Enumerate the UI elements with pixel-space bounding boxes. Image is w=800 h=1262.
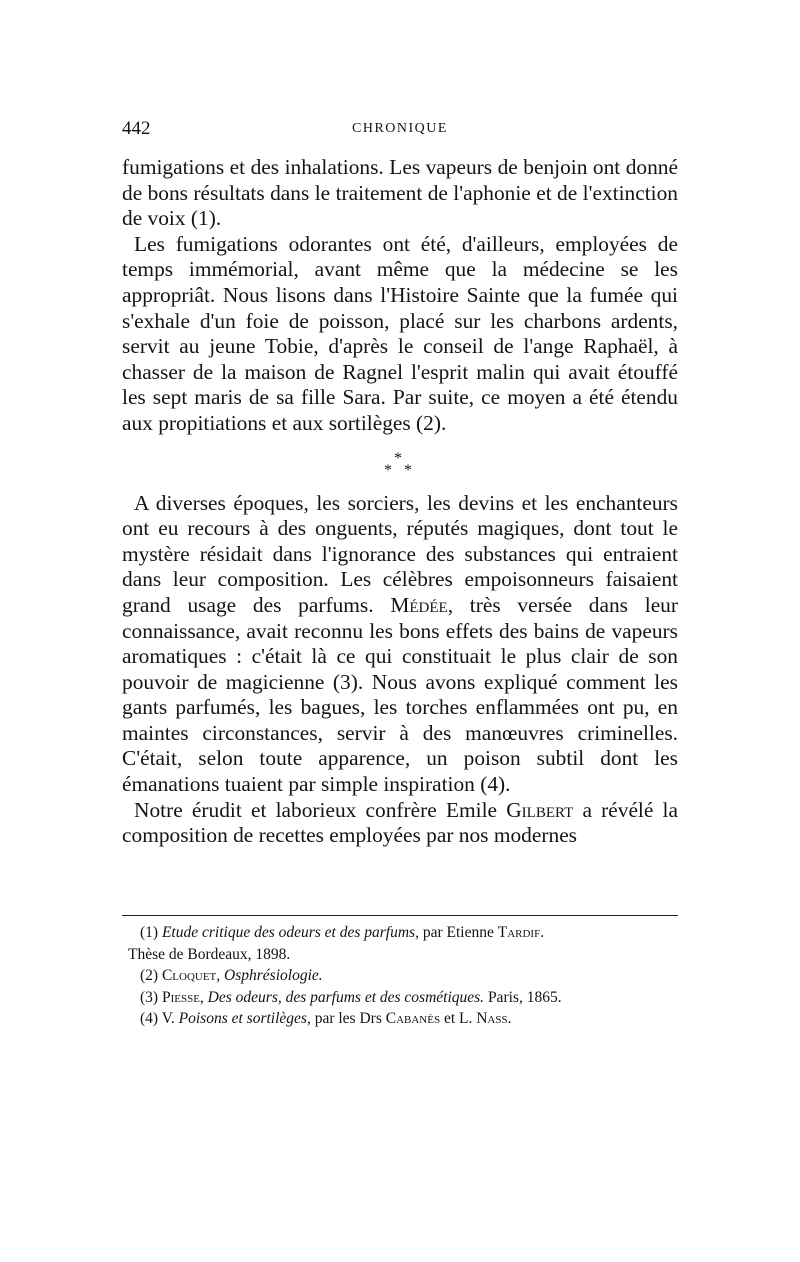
- paragraph-4-part-a: Notre érudit et laborieux confrère Emile: [134, 797, 498, 822]
- footnote-2: [140, 965, 680, 987]
- asterism-divider: [122, 441, 678, 483]
- footnote-4-title: Poisons et sortilèges,: [178, 1010, 311, 1027]
- paragraph-3-part-b: , très versée dans leur connaissance, avait reconnu les bons effets des bains de vapeurs aromatiques : c'était là ce qui constituait le plus clair de son pouvoir de magicienne (3). Nous avons expliqué comment les gants parfumés, les bagues, les torches enflammées ont pu, en maintes circonstances, servir à des manœuvres criminelles. C'était, selon toute apparence, un poison subtil dont les émanations tuaient par simple inspiration (4).: [122, 592, 679, 797]
- footnote-3-place: Paris, 1865.: [487, 988, 562, 1006]
- asterism-star-right: *: [404, 461, 412, 479]
- footnote-4-author-2: L. Nass.: [459, 1010, 512, 1027]
- paragraph-3-part-a: A diverses époques, les sorciers, les devins et les enchanteurs ont eu recours à des onguents, réputés magiques, dont tout le mystère résidait dans l'ignorance des substances qui entraient dans leur composition. Les célèbres empoisonneurs faisaient grand usage des parfums.: [122, 490, 678, 617]
- asterism-star-left: *: [384, 461, 392, 479]
- footnote-2-title: Osphrésiologie.: [224, 967, 323, 984]
- footnote-4-author-1: Cabanès: [385, 1010, 441, 1027]
- name-gilbert: Gilbert: [506, 797, 574, 822]
- footnote-1: [140, 922, 680, 944]
- paragraph-1: fumigations et des inhalations. Les vapeurs de benjoin ont donné de bons résultats dans le traitement de l'aphonie et de l'extinction de voix (1).: [122, 155, 678, 231]
- footnote-2-number: (2): [140, 967, 159, 984]
- footnotes: [128, 922, 680, 1030]
- paragraph-4: [122, 798, 678, 849]
- footnote-rule: [122, 915, 678, 916]
- footnote-1-continuation: Thèse de Bordeaux, 1898.: [128, 945, 291, 963]
- page-header: [122, 118, 678, 140]
- footnote-3-title: Des odeurs, des parfums et des cosmétiques.: [207, 988, 485, 1006]
- page-number: 442: [122, 118, 151, 139]
- paragraph-3: [122, 491, 678, 798]
- footnote-4: [140, 1008, 680, 1030]
- footnote-1-title: Etude critique des odeurs et des parfums,: [161, 924, 419, 941]
- footnote-4-v: V.: [161, 1010, 175, 1027]
- footnote-3-number: (3): [140, 988, 159, 1006]
- paragraph-2: Les fumigations odorantes ont été, d'ailleurs, employées de temps immémorial, avant même que la médecine se les appropriât. Nous lisons dans l'Histoire Sainte que la fumée qui s'exhale d'un foie de poisson, placé sur les charbons ardents, servit au jeune Tobie, d'après le conseil de l'ange Raphaël, à chasser de la maison de Ragnel l'esprit malin qui avait étouffé les sept maris de sa fille Sara. Par suite, ce moyen a été étendu aux propitiations et aux sortilèges (2).: [122, 231, 678, 435]
- running-title: CHRONIQUE: [352, 121, 448, 136]
- footnote-1-number: (1): [140, 924, 159, 941]
- asterism-star-top: *: [394, 449, 402, 467]
- name-medee: Médée: [390, 592, 448, 617]
- footnote-1-author: Tardif.: [497, 924, 545, 941]
- footnote-2-author: Cloquet,: [161, 967, 221, 984]
- body-text: [122, 155, 678, 849]
- footnote-1-by: par Etienne: [422, 924, 494, 941]
- footnote-4-and: et: [443, 1010, 456, 1027]
- footnote-4-by: par les Drs: [314, 1010, 382, 1027]
- footnote-3-author: Piesse,: [161, 988, 204, 1006]
- footnote-4-number: (4): [140, 1010, 159, 1027]
- footnote-3: [140, 987, 680, 1009]
- paragraph-4-part-b: a révélé la composition de recettes employées par nos modernes: [122, 797, 678, 848]
